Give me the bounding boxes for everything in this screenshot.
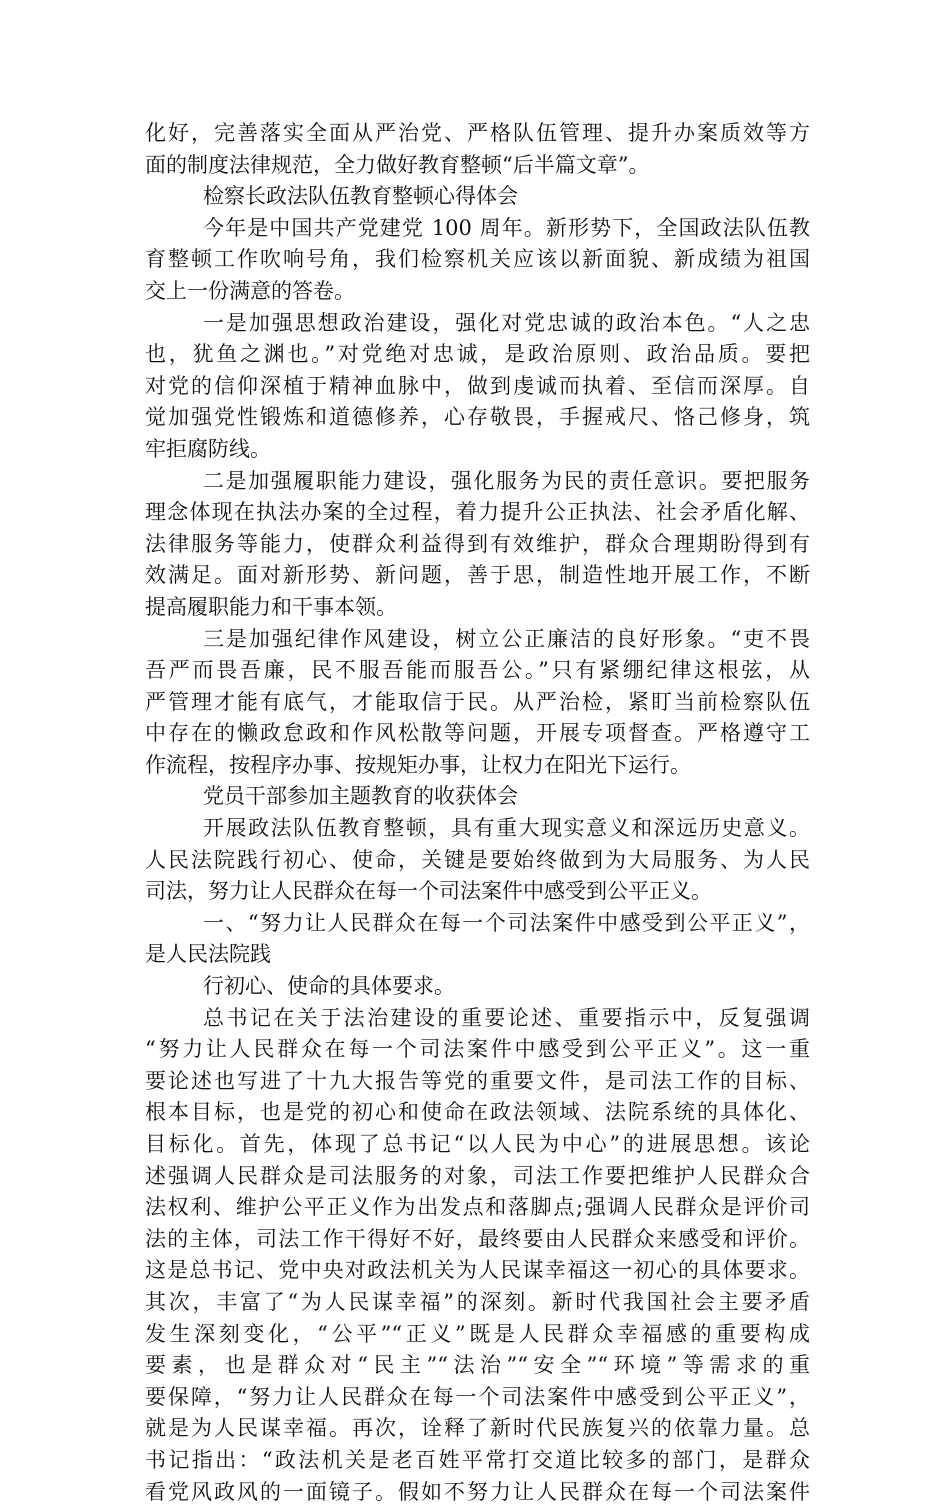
text-line: 就是为人民谋幸福。再次，诠释了新时代民族复兴的依靠力量。总 xyxy=(145,1416,810,1441)
text-line: 一、“努力让人民群众在每一个司法案件中感受到公平正义”， xyxy=(203,910,810,935)
text-line: 三是加强纪律作风建设，树立公正廉洁的良好形象。“吏不畏 xyxy=(203,626,810,651)
text-line: 今年是中国共产党建党 100 周年。新形势下，全国政法队伍教 xyxy=(203,215,810,240)
text-line: 这是总书记、党中央对政法机关为人民谋幸福这一初心的具体要求。 xyxy=(145,1258,810,1283)
text-line: 要素，也是群众对“民主”“法治”“安全”“环境”等需求的重 xyxy=(145,1353,810,1378)
text-line: 是人民法院践 xyxy=(145,942,271,967)
text-line: 一是加强思想政治建设，强化对党忠诚的政治本色。“人之忠 xyxy=(203,310,810,335)
text-line: 看党风政风的一面镜子。假如不努力让人民群众在每一个司法案件 xyxy=(145,1479,810,1504)
text-line: “努力让人民群众在每一个司法案件中感受到公平正义”。这一重 xyxy=(145,1037,810,1062)
text-line: 根本目标，也是党的初心和使命在政法领域、法院系统的具体化、 xyxy=(145,1100,810,1125)
text-line: 总书记在关于法治建设的重要论述、重要指示中，反复强调 xyxy=(203,1005,810,1030)
text-line: 牢拒腐防线。 xyxy=(145,436,271,461)
text-line: 其次，丰富了“为人民谋幸福”的深刻。新时代我国社会主要矛盾 xyxy=(145,1289,810,1314)
text-line: 面的制度法律规范，全力做好教育整顿“后半篇文章”。 xyxy=(145,152,650,177)
text-line: 作流程，按程序办事、按规矩办事，让权力在阳光下运行。 xyxy=(145,752,691,777)
text-line: 中存在的懒政怠政和作风松散等问题，开展专项督查。严格遵守工 xyxy=(145,721,810,746)
text-line: 吾严而畏吾廉，民不服吾能而服吾公。”只有紧绷纪律这根弦，从 xyxy=(145,658,810,683)
text-line: 严管理才能有底气，才能取信于民。从严治检，紧盯当前检察队伍 xyxy=(145,689,810,714)
text-line: 党员干部参加主题教育的收获体会 xyxy=(203,784,518,809)
text-line: 育整顿工作吹响号角，我们检察机关应该以新面貌、新成绩为祖国 xyxy=(145,247,810,272)
text-line: 法权利、维护公平正义作为出发点和落脚点;强调人民群众是评价司 xyxy=(145,1195,810,1220)
text-line: 开展政法队伍教育整顿，具有重大现实意义和深远历史意义。 xyxy=(203,816,810,841)
text-line: 检察长政法队伍教育整顿心得体会 xyxy=(203,184,518,209)
text-line: 目标化。首先，体现了总书记“以人民为中心”的进展思想。该论 xyxy=(145,1132,810,1156)
text-line: 提高履职能力和干事本领。 xyxy=(145,594,397,619)
text-line: 法律服务等能力，使群众利益得到有效维护，群众合理期盼得到有 xyxy=(145,531,810,556)
text-line: 司法，努力让人民群众在每一个司法案件中感受到公平正义。 xyxy=(145,879,712,904)
text-line: 法的主体，司法工作干得好不好，最终要由人民群众来感受和评价。 xyxy=(145,1226,810,1251)
text-line: 人民法院践行初心、使命，关键是要始终做到为大局服务、为人民 xyxy=(145,847,810,872)
document-page xyxy=(145,118,810,1504)
text-line: 交上一份满意的答卷。 xyxy=(145,278,355,303)
text-line: 也，犹鱼之渊也。”对党绝对忠诚，是政治原则、政治品质。要把 xyxy=(145,342,810,367)
text-line: 行初心、使命的具体要求。 xyxy=(203,974,455,999)
text-line: 觉加强党性锻炼和道德修养，心存敬畏，手握戒尺、恪己修身，筑 xyxy=(145,405,810,430)
text-line: 二是加强履职能力建设，强化服务为民的责任意识。要把服务 xyxy=(203,468,810,493)
text-line: 述强调人民群众是司法服务的对象，司法工作要把维护人民群众合 xyxy=(145,1163,810,1188)
text-line: 发生深刻变化，“公平”“正义”既是人民群众幸福感的重要构成 xyxy=(145,1321,810,1346)
text-line: 对党的信仰深植于精神血脉中，做到虔诚而执着、至信而深厚。自 xyxy=(145,373,810,398)
text-line: 理念体现在执法办案的全过程，着力提升公正执法、社会矛盾化解、 xyxy=(145,500,810,525)
text-line: 化好，完善落实全面从严治党、严格队伍管理、提升办案质效等方 xyxy=(145,121,810,145)
text-line: 效满足。面对新形势、新问题，善于思，制造性地开展工作，不断 xyxy=(145,563,810,588)
text-line: 要保障，“努力让人民群众在每一个司法案件中感受到公平正义”， xyxy=(145,1384,810,1409)
text-line: 书记指出：“政法机关是老百姓平常打交道比较多的部门，是群众 xyxy=(145,1447,810,1472)
text-line: 要论述也写进了十九大报告等党的重要文件，是司法工作的目标、 xyxy=(145,1068,810,1093)
